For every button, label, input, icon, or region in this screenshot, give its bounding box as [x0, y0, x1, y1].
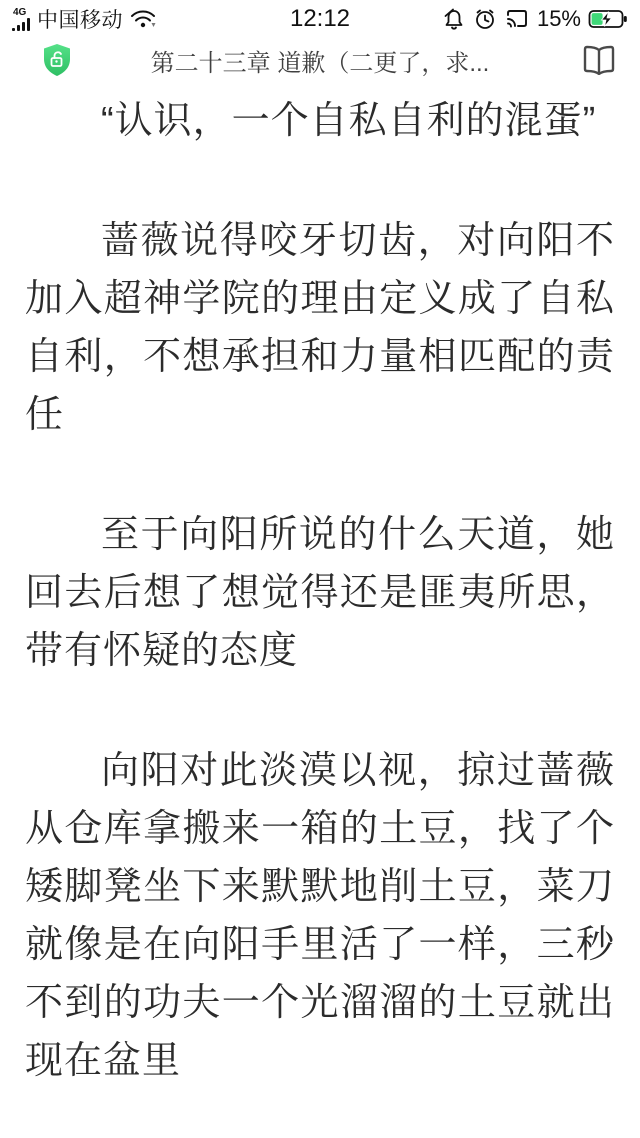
network-type-label: 4G: [13, 6, 27, 18]
paragraph: 至于向阳所说的什么天道，她回去后想了想觉得还是匪夷所思，带有怀疑的态度: [25, 514, 615, 672]
reader-header: [0, 36, 640, 84]
cellular-signal-icon: [12, 8, 30, 31]
paragraph: 向阳对此淡漠以视，掠过蔷薇从仓库拿搬来一箱的土豆，找了个矮脚凳坐下来默默地削土豆，菜刀就像是在向阳手里活了一样，三秒不到的功夫一个光溜溜的土豆就出现在盆里: [25, 750, 615, 1082]
paragraph: “认识，一个自私自利的混蛋”: [101, 100, 597, 142]
status-bar-left: [12, 4, 442, 34]
chapter-content[interactable]: [0, 84, 640, 1090]
paragraph: 蔷薇说得咬牙切齿，对向阳不加入超神学院的理由定义成了自私自利，不想承担和力量相匹配的责任: [25, 220, 615, 436]
battery-charging-icon: [588, 8, 628, 30]
screen-cast-icon: [504, 7, 530, 31]
battery-percent-label: 15%: [536, 6, 581, 31]
carrier-label: 中国移动: [37, 9, 123, 32]
chapter-title: 第二十三章 道歉（二更了，求...: [150, 49, 490, 77]
status-bar-right: [442, 6, 628, 32]
status-bar: [0, 0, 640, 36]
open-book-icon[interactable]: [580, 45, 618, 75]
wifi-icon: [130, 8, 156, 30]
security-shield-icon[interactable]: [38, 41, 76, 79]
alarm-clock-icon: [473, 7, 497, 31]
clock-time: 12:12: [289, 5, 351, 32]
bell-muted-icon: [442, 7, 466, 31]
